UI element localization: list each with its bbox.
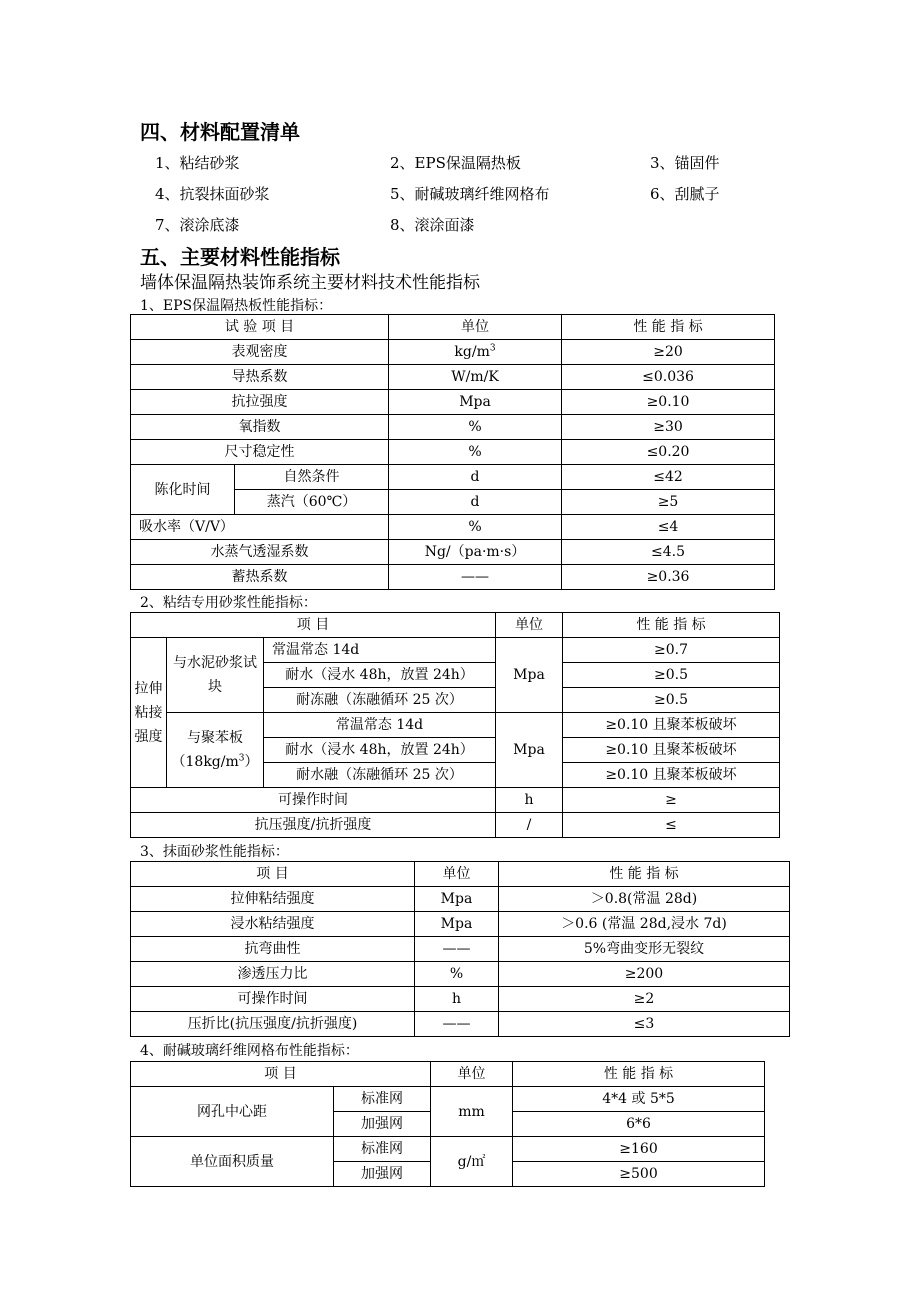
subgroup-label-cell: 与水泥砂浆试块: [167, 638, 264, 713]
table-row: [131, 515, 775, 540]
item-cell: 耐水（浸水 48h，放置 24h）: [264, 663, 496, 688]
table-header-row: [131, 315, 775, 340]
table-row: [131, 1087, 765, 1112]
table-row: [131, 1012, 790, 1037]
value-cell: ＞0.6 (常温 28d,浸水 7d): [499, 912, 790, 937]
table-row: [131, 813, 780, 838]
table-row: [131, 713, 780, 738]
table4-caption: 4、耐碱玻璃纤维网格布性能指标：: [140, 1043, 359, 1059]
table-row: [131, 987, 790, 1012]
header-cell: 单位: [431, 1062, 513, 1087]
item-cell: 常温常态 14d: [264, 638, 496, 663]
value-cell: 4*4 或 5*5: [513, 1087, 765, 1112]
value-cell: 6*6: [513, 1112, 765, 1137]
item-cell: 压折比(抗压强度/抗折强度): [131, 1012, 415, 1037]
value-cell: ≥0.10 且聚苯板破坏: [563, 738, 780, 763]
header-cell: 项 目: [131, 1062, 431, 1087]
item-cell: 导热系数: [131, 365, 389, 390]
unit-cell: $kg/m^3$: [389, 340, 562, 365]
item-cell: 尺寸稳定性: [131, 440, 389, 465]
value-cell: ≥30: [562, 415, 775, 440]
table-row: [131, 912, 790, 937]
unit-cell: Mpa: [415, 912, 499, 937]
item-cell: 耐水融（冻融循环 25 次）: [264, 763, 496, 788]
table2-caption: 2、粘结专用砂浆性能指标：: [140, 595, 317, 611]
unit-cell: %: [415, 962, 499, 987]
value-cell: ≥0.5: [563, 688, 780, 713]
table-header-row: [131, 862, 790, 887]
item-cell: 水蒸气透湿系数: [131, 540, 389, 565]
table-row: [131, 390, 775, 415]
value-cell: ≤0.036: [562, 365, 775, 390]
unit-cell: ——: [415, 1012, 499, 1037]
unit-cell: Ng/（pa·m·s）: [389, 540, 562, 565]
unit-cell: d: [389, 465, 562, 490]
unit-cell: /: [496, 813, 563, 838]
value-cell: ≥20: [562, 340, 775, 365]
value-cell: ＞0.8(常温 28d): [499, 887, 790, 912]
unit-cell: %: [389, 415, 562, 440]
value-cell: ≤3: [499, 1012, 790, 1037]
material-item-1: 1、粘结砂浆: [155, 154, 240, 172]
value-cell: ≥0.36: [562, 565, 775, 590]
header-cell: 单位: [496, 613, 563, 638]
unit-cell: %: [389, 440, 562, 465]
value-cell: ≤4: [562, 515, 775, 540]
section-4-title: 四、材料配置清单: [140, 120, 300, 144]
subgroup-label-density: $(18kg/m^3)$: [171, 753, 259, 770]
item-cell: 抗拉强度: [131, 390, 389, 415]
value-cell: ≥0.10 且聚苯板破坏: [563, 713, 780, 738]
unit-cell: h: [415, 987, 499, 1012]
item-cell: 耐水（浸水 48h，放置 24h）: [264, 738, 496, 763]
table-row: [131, 788, 780, 813]
unit-cell: Mpa: [415, 887, 499, 912]
item-cell: 标准网: [334, 1087, 431, 1112]
eps-board-table: [130, 314, 775, 590]
item-cell: 抗弯曲性: [131, 937, 415, 962]
item-cell: 蒸汽（60℃）: [235, 490, 389, 515]
unit-cell: Mpa: [496, 713, 563, 788]
unit-cell: Mpa: [389, 390, 562, 415]
table-row: [131, 1137, 765, 1162]
header-cell: 单位: [415, 862, 499, 887]
item-cell: 浸水粘结强度: [131, 912, 415, 937]
table-row: [131, 465, 775, 490]
table-row: [131, 415, 775, 440]
unit-cell: d: [389, 490, 562, 515]
item-cell: 标准网: [334, 1137, 431, 1162]
group-label-cell: 单位面积质量: [131, 1137, 334, 1187]
header-cell: 项 目: [131, 613, 496, 638]
unit-cell: W/m/K: [389, 365, 562, 390]
table3-caption: 3、抹面砂浆性能指标：: [140, 844, 289, 860]
table-row: [131, 638, 780, 663]
header-cell: 试 验 项 目: [131, 315, 389, 340]
value-cell: ≥0.7: [563, 638, 780, 663]
value-cell: ≥2: [499, 987, 790, 1012]
group-label-cell: 网孔中心距: [131, 1087, 334, 1137]
item-cell: 吸水率（V/V）: [131, 515, 389, 540]
table-row: [131, 962, 790, 987]
group-label-cell: 陈化时间: [131, 465, 235, 515]
value-cell: 5%弯曲变形无裂纹: [499, 937, 790, 962]
header-cell: 性 能 指 标: [562, 315, 775, 340]
item-cell: 表观密度: [131, 340, 389, 365]
value-cell: ≥0.5: [563, 663, 780, 688]
table-row: [131, 565, 775, 590]
value-cell: ≥160: [513, 1137, 765, 1162]
unit-cell: ——: [389, 565, 562, 590]
item-cell: 耐冻融（冻融循环 25 次）: [264, 688, 496, 713]
value-cell: ≥5: [562, 490, 775, 515]
unit-cell: ——: [415, 937, 499, 962]
mesh-cloth-table: [130, 1061, 765, 1187]
material-item-5: 5、耐碱玻璃纤维网格布: [390, 185, 550, 203]
header-cell: 项 目: [131, 862, 415, 887]
unit-cell: h: [496, 788, 563, 813]
value-cell: ≥0.10: [562, 390, 775, 415]
unit-cell: Mpa: [496, 638, 563, 713]
material-item-8: 8、滚涂面漆: [390, 216, 475, 234]
header-cell: 性 能 指 标: [563, 613, 780, 638]
material-item-3: 3、锚固件: [650, 154, 720, 172]
item-cell: 加强网: [334, 1112, 431, 1137]
table-header-row: [131, 1062, 765, 1087]
finishing-mortar-table: [130, 861, 790, 1037]
value-cell: ≤: [563, 813, 780, 838]
unit-cell: g/㎡: [431, 1137, 513, 1187]
item-cell: 自然条件: [235, 465, 389, 490]
value-cell: ≤0.20: [562, 440, 775, 465]
table-row: [131, 440, 775, 465]
subgroup-label: 与聚苯板: [187, 730, 243, 746]
item-cell: 氧指数: [131, 415, 389, 440]
item-cell: 常温常态 14d: [264, 713, 496, 738]
item-cell: 可操作时间: [131, 987, 415, 1012]
material-item-4: 4、抗裂抹面砂浆: [155, 185, 270, 203]
subgroup-label-cell: [167, 713, 264, 788]
section-5-title: 五、主要材料性能指标: [140, 245, 340, 269]
material-item-7: 7、滚涂底漆: [155, 216, 240, 234]
value-cell: ≥: [563, 788, 780, 813]
item-cell: 渗透压力比: [131, 962, 415, 987]
table-row: [131, 887, 790, 912]
material-item-6: 6、刮腻子: [650, 185, 720, 203]
table1-caption: 1、EPS保温隔热板性能指标：: [140, 298, 333, 314]
section-5-subtitle: 墙体保温隔热装饰系统主要材料技术性能指标: [140, 273, 480, 293]
material-item-2: 2、EPS保温隔热板: [390, 154, 521, 172]
item-cell: 加强网: [334, 1162, 431, 1187]
header-cell: 单位: [389, 315, 562, 340]
value-cell: ≥200: [499, 962, 790, 987]
value-cell: ≥0.10 且聚苯板破坏: [563, 763, 780, 788]
value-cell: ≥500: [513, 1162, 765, 1187]
unit-cell: mm: [431, 1087, 513, 1137]
table-row: [131, 340, 775, 365]
header-cell: 性 能 指 标: [513, 1062, 765, 1087]
item-cell: 拉伸粘结强度: [131, 887, 415, 912]
table-header-row: [131, 613, 780, 638]
table-row: [131, 540, 775, 565]
value-cell: ≤42: [562, 465, 775, 490]
header-cell: 性 能 指 标: [499, 862, 790, 887]
unit-cell: %: [389, 515, 562, 540]
item-cell: 蓄热系数: [131, 565, 389, 590]
table-row: [131, 365, 775, 390]
item-cell: 可操作时间: [131, 788, 496, 813]
adhesive-mortar-table: [130, 612, 780, 838]
table-row: [131, 937, 790, 962]
value-cell: ≤4.5: [562, 540, 775, 565]
group-label-cell: 拉伸粘接强度: [131, 638, 167, 788]
item-cell: 抗压强度/抗折强度: [131, 813, 496, 838]
